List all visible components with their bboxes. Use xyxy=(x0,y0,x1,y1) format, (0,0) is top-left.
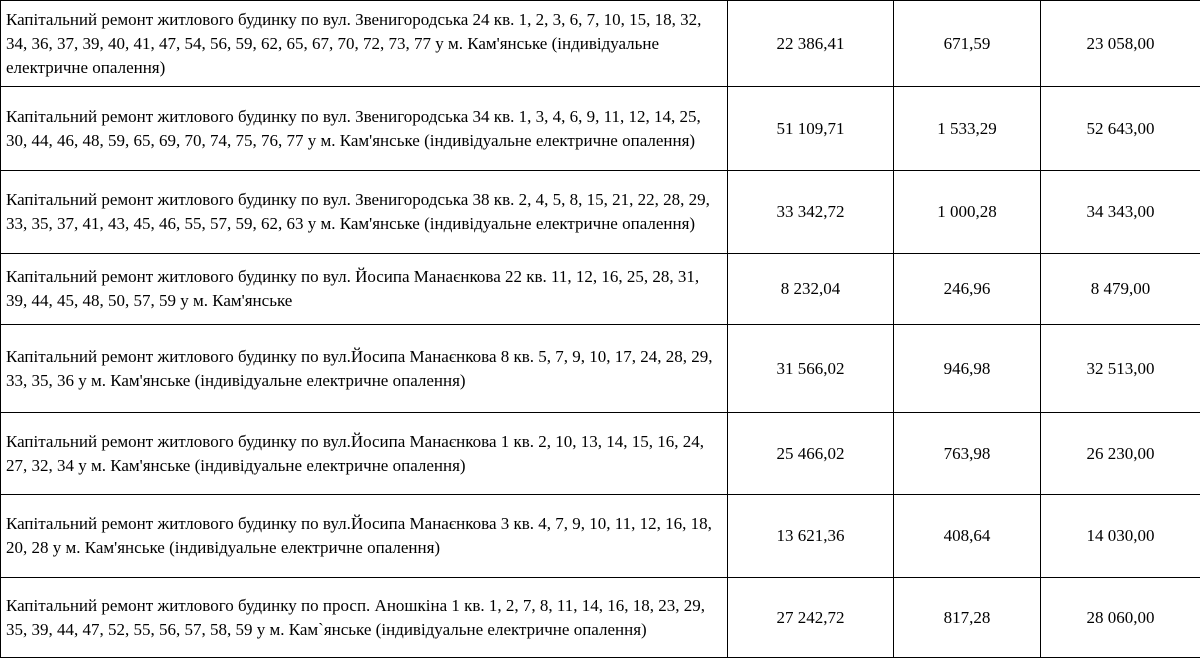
row-description: Капітальний ремонт житлового будинку по вул. Звенигородська 24 кв. 1, 2, 3, 6, 7, 10, 15, 18, 32, 34, 36, 37, 39, 40, 41, 47, 54, 56, 59, 62, 65, 67, 70, 72, 73, 77 у м. Кам'янське (індивідуальне електричне опалення) xyxy=(1,1,728,87)
row-description: Капітальний ремонт житлового будинку по вул.Йосипа Манаєнкова 3 кв. 4, 7, 9, 10, 11, 12, 16, 18, 20, 28 у м. Кам'янське (індивідуальне електричне опалення) xyxy=(1,495,728,578)
row-total: 14 030,00 xyxy=(1041,495,1200,578)
row-tax: 671,59 xyxy=(894,1,1041,87)
row-amount: 31 566,02 xyxy=(728,325,894,413)
row-amount: 27 242,72 xyxy=(728,578,894,658)
row-description: Капітальний ремонт житлового будинку по вул.Йосипа Манаєнкова 8 кв. 5, 7, 9, 10, 17, 24, 28, 29, 33, 35, 36 у м. Кам'янське (індивідуальне електричне опалення) xyxy=(1,325,728,413)
table-row xyxy=(1,578,1200,658)
row-tax: 946,98 xyxy=(894,325,1041,413)
row-total: 32 513,00 xyxy=(1041,325,1200,413)
table-row xyxy=(1,325,1200,413)
row-description: Капітальний ремонт житлового будинку по вул. Йосипа Манаєнкова 22 кв. 11, 12, 16, 25, 28, 31, 39, 44, 45, 48, 50, 57, 59 у м. Кам'янське xyxy=(1,254,728,325)
row-tax: 246,96 xyxy=(894,254,1041,325)
table-row xyxy=(1,171,1200,254)
row-amount: 33 342,72 xyxy=(728,171,894,254)
row-amount: 8 232,04 xyxy=(728,254,894,325)
row-total: 34 343,00 xyxy=(1041,171,1200,254)
row-tax: 1 533,29 xyxy=(894,87,1041,171)
row-total: 26 230,00 xyxy=(1041,413,1200,495)
row-tax: 408,64 xyxy=(894,495,1041,578)
row-tax: 1 000,28 xyxy=(894,171,1041,254)
row-tax: 817,28 xyxy=(894,578,1041,658)
row-amount: 22 386,41 xyxy=(728,1,894,87)
row-amount: 51 109,71 xyxy=(728,87,894,171)
row-amount: 25 466,02 xyxy=(728,413,894,495)
table-row xyxy=(1,413,1200,495)
row-total: 28 060,00 xyxy=(1041,578,1200,658)
table-row xyxy=(1,1,1200,87)
table-row xyxy=(1,495,1200,578)
table-row xyxy=(1,254,1200,325)
row-description: Капітальний ремонт житлового будинку по вул. Звенигородська 34 кв. 1, 3, 4, 6, 9, 11, 12, 14, 25, 30, 44, 46, 48, 59, 65, 69, 70, 74, 75, 76, 77 у м. Кам'янське (індивідуальне електричне опалення) xyxy=(1,87,728,171)
table-row xyxy=(1,87,1200,171)
row-description: Капітальний ремонт житлового будинку по вул. Звенигородська 38 кв. 2, 4, 5, 8, 15, 21, 22, 28, 29, 33, 35, 37, 41, 43, 45, 46, 55, 57, 59, 62, 63 у м. Кам'янське (індивідуальне електричне опалення) xyxy=(1,171,728,254)
row-total: 52 643,00 xyxy=(1041,87,1200,171)
row-description: Капітальний ремонт житлового будинку по просп. Аношкіна 1 кв. 1, 2, 7, 8, 11, 14, 16, 18, 23, 29, 35, 39, 44, 47, 52, 55, 56, 57, 58, 59 у м. Кам`янське (індивідуальне електричне опалення) xyxy=(1,578,728,658)
row-tax: 763,98 xyxy=(894,413,1041,495)
row-description: Капітальний ремонт житлового будинку по вул.Йосипа Манаєнкова 1 кв. 2, 10, 13, 14, 15, 16, 24, 27, 32, 34 у м. Кам'янське (індивідуальне електричне опалення) xyxy=(1,413,728,495)
row-total: 8 479,00 xyxy=(1041,254,1200,325)
row-amount: 13 621,36 xyxy=(728,495,894,578)
row-total: 23 058,00 xyxy=(1041,1,1200,87)
